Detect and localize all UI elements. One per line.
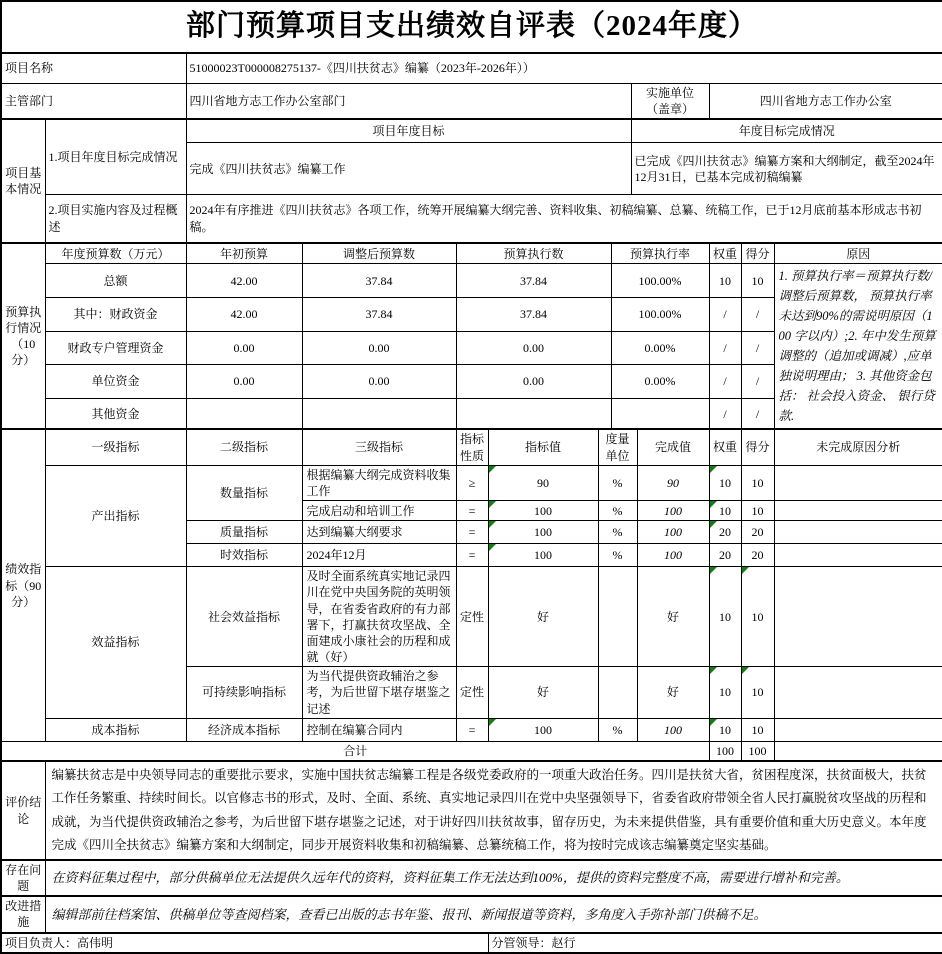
ind-header-analysis: 未完成原因分析	[774, 429, 942, 465]
ind-weight: 20	[709, 521, 741, 544]
impl-unit-label: 实施单位（盖章）	[631, 83, 709, 119]
ind-score: 10	[741, 501, 774, 521]
annual-goal-header: 项目年度目标	[186, 119, 631, 143]
budget-cell-rate: 100.00%	[611, 264, 709, 298]
total-weight: 100	[709, 741, 741, 761]
budget-reason-note: 1. 预算执行率＝预算执行数/ 调整后预算数， 预算执行率未达到90%的需说明原因（100 字以内）;2. 年中发生预算调整的（追加或调减）,应单独说明理由； 3. 其他资金包括： 社会投入资金、 银行贷款.	[774, 264, 942, 430]
indicator-row-social-benefit	[1, 567, 942, 667]
budget-cell-executed: 0.00	[456, 331, 611, 365]
budget-cell-adjusted: 0.00	[302, 331, 456, 365]
ind-weight: 10	[709, 667, 741, 719]
budget-header-initial: 年初预算	[186, 243, 302, 264]
budget-cell-initial: 42.00	[186, 264, 302, 298]
budget-cell-score: /	[741, 331, 774, 365]
ind-analysis	[774, 544, 942, 567]
budget-cell-adjusted: 37.84	[302, 298, 456, 332]
ind-level1: 产出指标	[45, 465, 186, 566]
conclusion-text: 编纂扶贫志是中央领导同志的重要批示要求，实施中国扶贫志编纂工程是各级党委政府的一项重大政治任务。四川是扶贫大省，贫困程度深，扶贫面极大，扶贫工作任务繁重、持续时间长。以官修志书的形式，及时、全面、系统、真实地记录四川在党中央坚强领导下，省委省政府带领全省人民打赢脱贫攻坚战的历程和成就，为当代提供资政辅治之参考，为后世留下堪存堪鉴之记述，对于讲好四川扶贫故事，留存历史，为未来提供借鉴，具有重要价值和重大历史意义。本年度完成《四川全扶贫志》编纂方案和大纲制定，同步开展资料收集和初稿编纂、总纂统稿工作，将为按时完成该志编纂奠定坚实基础。	[45, 761, 942, 860]
budget-header-weight: 权重	[709, 243, 741, 264]
ind-unit: %	[598, 465, 637, 500]
ind-weight: 10	[709, 567, 741, 667]
ind-actual: 100	[637, 718, 709, 741]
indicator-row-quantity-1	[1, 465, 942, 500]
budget-cell-name: 其中：财政资金	[45, 298, 186, 332]
ind-unit: %	[598, 718, 637, 741]
budget-cell-adjusted: 0.00	[302, 365, 456, 399]
ind-nature: =	[456, 501, 488, 521]
budget-header-rate: 预算执行率	[611, 243, 709, 264]
budget-header-adjusted: 调整后预算数	[302, 243, 456, 264]
department-value: 四川省地方志工作办公室部门	[186, 83, 631, 119]
budget-cell-score: /	[741, 298, 774, 332]
problems-label: 存在问题	[1, 860, 45, 896]
ind-score: 10	[741, 667, 774, 719]
project-name-value: 51000023T000008275137-《四川扶贫志》编纂（2023年-2026年））	[186, 53, 942, 83]
budget-cell-score: /	[741, 365, 774, 399]
ind-score: 10	[741, 465, 774, 500]
budget-cell-initial: 42.00	[186, 298, 302, 332]
ind-actual: 100	[637, 544, 709, 567]
ind-nature: ≥	[456, 465, 488, 500]
ind-header-actual: 完成值	[637, 429, 709, 465]
ind-actual: 100	[637, 501, 709, 521]
ind-unit	[598, 667, 637, 719]
ind-header-level1: 一级指标	[45, 429, 186, 465]
ind-nature: =	[456, 521, 488, 544]
problems-text: 在资料征集过程中，部分供稿单位无法提供久远年代的资料，资料征集工作无法达到100%，提供的资料完整度不高，需要进行增补和完善。	[45, 860, 942, 896]
ind-weight: 10	[709, 718, 741, 741]
indicator-header-row	[1, 429, 942, 465]
ind-level2: 社会效益指标	[186, 567, 302, 667]
budget-cell-name: 单位资金	[45, 365, 186, 399]
ind-target: 100	[488, 501, 598, 521]
problems-row	[1, 860, 942, 896]
budget-cell-rate: 0.00%	[611, 365, 709, 399]
ind-score: 20	[741, 521, 774, 544]
budget-row-total	[1, 264, 942, 298]
budget-header-executed: 预算执行数	[456, 243, 611, 264]
ind-level2: 时效指标	[186, 544, 302, 567]
budget-cell-weight: 10	[709, 264, 741, 298]
conclusion-label: 评价结论	[1, 761, 45, 860]
ind-level2: 数量指标	[186, 465, 302, 520]
budget-header-reason: 原因	[774, 243, 942, 264]
ind-level3: 为当代提供资政辅治之参考，为后世留下堪存堪鉴之记述	[302, 667, 456, 719]
ind-score: 10	[741, 718, 774, 741]
goal-header-row	[1, 119, 942, 143]
budget-cell-executed: 37.84	[456, 298, 611, 332]
ind-level3: 及时全面系统真实地记录四川在党中央国务院的英明领导，在省委省政府的有力部署下，打赢扶贫攻坚战、全面建成小康社会的历程和成就（好）	[302, 567, 456, 667]
ind-level2: 经济成本指标	[186, 718, 302, 741]
page-title: 部门预算项目支出绩效自评表（2024年度）	[1, 1, 942, 53]
ind-header-score: 得分	[741, 429, 774, 465]
basic-section-label: 项目基本情况	[1, 119, 45, 243]
budget-cell-rate	[611, 398, 709, 429]
ind-level3: 达到编纂大纲要求	[302, 521, 456, 544]
budget-cell-score: /	[741, 398, 774, 429]
ind-weight: 20	[709, 544, 741, 567]
ind-level3: 完成启动和培训工作	[302, 501, 456, 521]
process-row	[1, 195, 942, 243]
budget-cell-adjusted: 37.84	[302, 264, 456, 298]
improvements-row	[1, 896, 942, 932]
ind-nature: 定性	[456, 667, 488, 719]
ind-level3: 根据编纂大纲完成资料收集工作	[302, 465, 456, 500]
ind-actual: 好	[637, 567, 709, 667]
indicator-section-label: 绩效指标（90分）	[1, 429, 45, 741]
ind-nature: 定性	[456, 567, 488, 667]
budget-header-category: 年度预算数（万元）	[45, 243, 186, 264]
ind-target: 100	[488, 718, 598, 741]
budget-cell-name: 财政专户管理资金	[45, 331, 186, 365]
budget-cell-executed: 37.84	[456, 264, 611, 298]
improvements-label: 改进措施	[1, 896, 45, 932]
goal-completion-label: 1.项目年度目标完成情况	[45, 119, 186, 195]
ind-unit: %	[598, 521, 637, 544]
budget-header-score: 得分	[741, 243, 774, 264]
ind-target: 好	[488, 667, 598, 719]
ind-analysis	[774, 465, 942, 500]
budget-header-row	[1, 243, 942, 264]
budget-cell-rate: 0.00%	[611, 331, 709, 365]
ind-header-nature: 指标性质	[456, 429, 488, 465]
process-value: 2024年有序推进《四川扶贫志》各项工作，统筹开展编纂大纲完善、资料收集、初稿编纂、总纂、统稿工作，已于12月底前基本形成志书初稿。	[186, 195, 942, 243]
budget-cell-weight: /	[709, 398, 741, 429]
ind-weight: 10	[709, 501, 741, 521]
ind-target: 100	[488, 521, 598, 544]
budget-cell-name: 其他资金	[45, 398, 186, 429]
ind-actual: 90	[637, 465, 709, 500]
budget-cell-rate: 100.00%	[611, 298, 709, 332]
ind-nature: =	[456, 718, 488, 741]
project-manager: 项目负责人：高伟明	[1, 933, 488, 953]
budget-cell-initial	[186, 398, 302, 429]
budget-cell-executed: 0.00	[456, 365, 611, 399]
ind-level2: 可持续影响指标	[186, 667, 302, 719]
title-row	[1, 1, 942, 53]
total-analysis	[774, 741, 942, 761]
budget-cell-executed	[456, 398, 611, 429]
annual-goal-value: 完成《四川扶贫志》编纂工作	[186, 143, 631, 195]
ind-target: 100	[488, 544, 598, 567]
budget-cell-initial: 0.00	[186, 331, 302, 365]
goal-done-header: 年度目标完成情况	[631, 119, 942, 143]
ind-analysis	[774, 667, 942, 719]
ind-analysis	[774, 567, 942, 667]
supervising-leader: 分管领导：赵行	[488, 933, 942, 953]
budget-cell-weight: /	[709, 298, 741, 332]
department-label: 主管部门	[1, 83, 186, 119]
ind-header-level2: 二级指标	[186, 429, 302, 465]
ind-analysis	[774, 521, 942, 544]
indicator-row-cost	[1, 718, 942, 741]
ind-actual: 好	[637, 667, 709, 719]
ind-unit	[598, 567, 637, 667]
ind-header-target: 指标值	[488, 429, 598, 465]
ind-analysis	[774, 501, 942, 521]
ind-target: 90	[488, 465, 598, 500]
ind-analysis	[774, 718, 942, 741]
ind-header-level3: 三级指标	[302, 429, 456, 465]
ind-unit: %	[598, 544, 637, 567]
conclusion-row	[1, 761, 942, 860]
budget-section-label: 预算执行情况（10分）	[1, 243, 45, 430]
budget-cell-weight: /	[709, 331, 741, 365]
budget-cell-initial: 0.00	[186, 365, 302, 399]
ind-unit: %	[598, 501, 637, 521]
budget-cell-adjusted	[302, 398, 456, 429]
ind-actual: 100	[637, 521, 709, 544]
impl-unit-value: 四川省地方志工作办公室	[709, 83, 942, 119]
ind-level1: 成本指标	[45, 718, 186, 741]
ind-nature: =	[456, 544, 488, 567]
ind-level1: 效益指标	[45, 567, 186, 719]
ind-level3: 2024年12月	[302, 544, 456, 567]
ind-level2: 质量指标	[186, 521, 302, 544]
budget-cell-score: 10	[741, 264, 774, 298]
ind-weight: 10	[709, 465, 741, 500]
budget-cell-name: 总额	[45, 264, 186, 298]
ind-header-weight: 权重	[709, 429, 741, 465]
ind-level3: 控制在编纂合同内	[302, 718, 456, 741]
indicator-total-row	[1, 741, 942, 761]
ind-score: 20	[741, 544, 774, 567]
footer-row	[1, 933, 942, 953]
project-name-label: 项目名称	[1, 53, 186, 83]
process-label: 2.项目实施内容及过程概述	[45, 195, 186, 243]
budget-cell-weight: /	[709, 365, 741, 399]
goal-done-value: 已完成《四川扶贫志》编纂方案和大纲制定，截至2024年12月31日，已基本完成初稿编纂	[631, 143, 942, 195]
ind-target: 好	[488, 567, 598, 667]
ind-header-unit: 度量单位	[598, 429, 637, 465]
total-label: 合计	[1, 741, 709, 761]
improvements-text: 编辑部前往档案馆、供稿单位等查阅档案，查看已出版的志书年鉴、报刊、新闻报道等资料，多角度入手弥补部门供稿不足。	[45, 896, 942, 932]
total-score: 100	[741, 741, 774, 761]
department-row	[1, 83, 942, 119]
ind-score: 10	[741, 567, 774, 667]
project-name-row	[1, 53, 942, 83]
